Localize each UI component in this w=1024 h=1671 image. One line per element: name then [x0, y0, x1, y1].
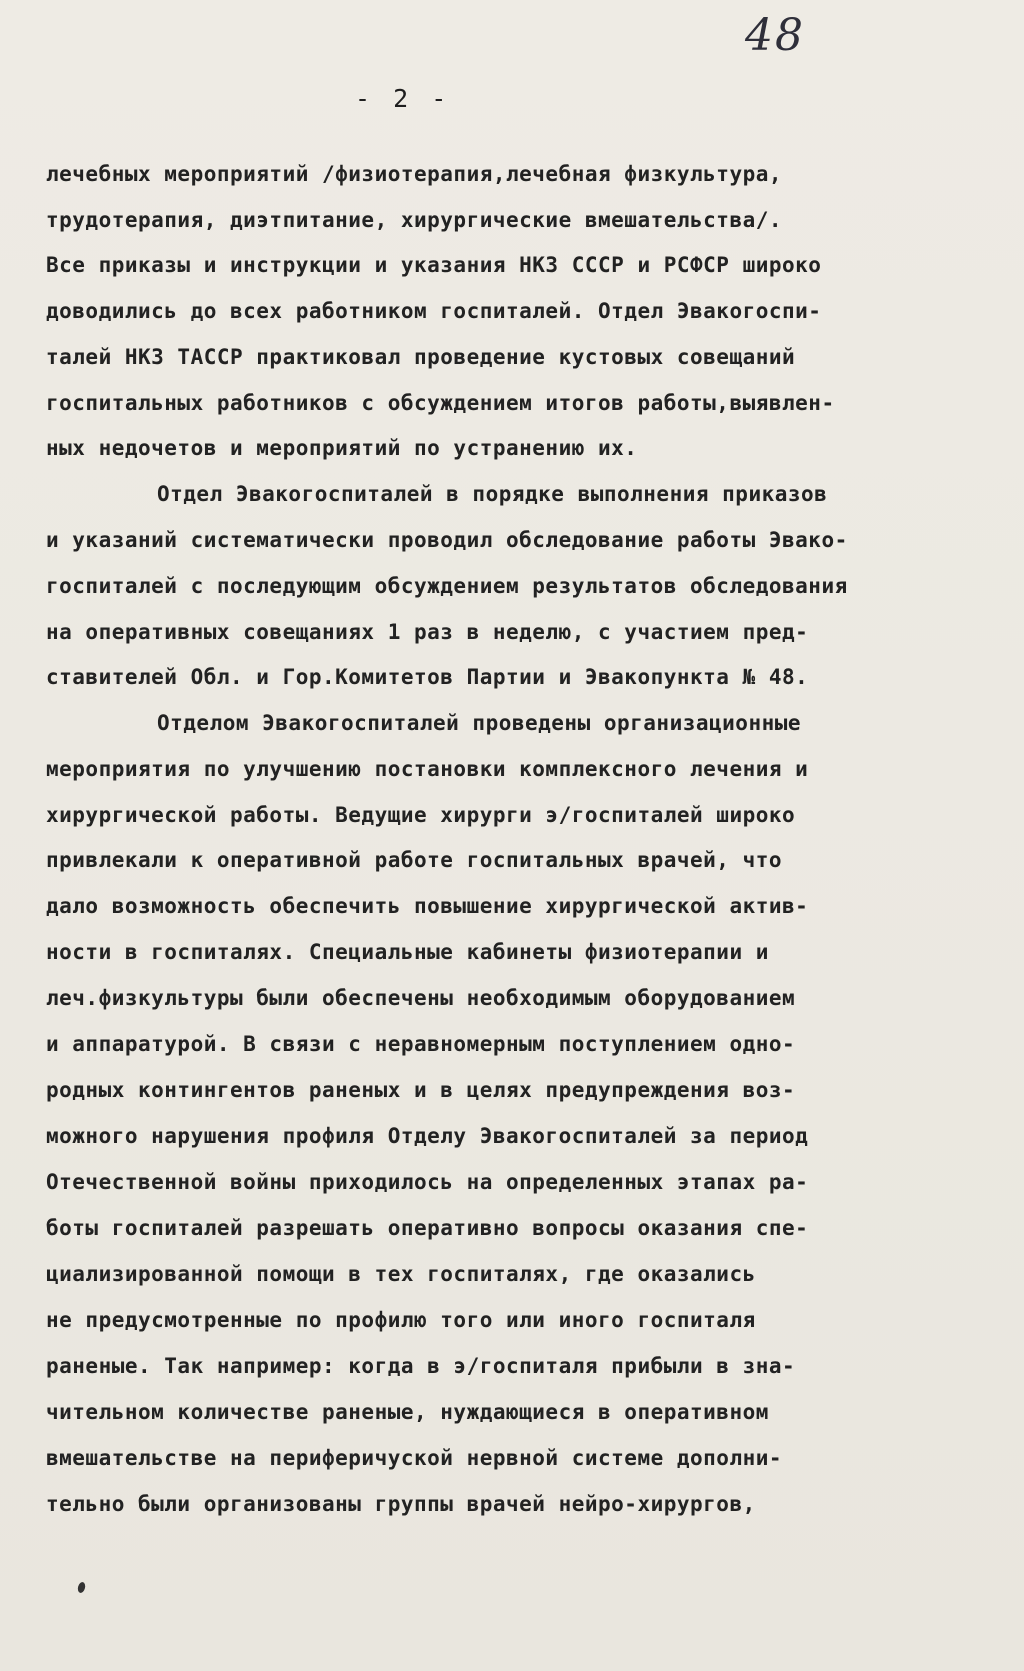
text-line: Отечественной войны приходилось на определенных этапах ра- — [46, 1170, 809, 1194]
text-line: Отдел Эвакогоспиталей в порядке выполнения приказов — [157, 482, 828, 506]
text-line: дало возможность обеспечить повышение хирургической актив- — [46, 894, 809, 918]
text-line: ставителей Обл. и Гор.Комитетов Партии и Эвакопункта № 48. — [46, 665, 809, 689]
ink-mark — [77, 1581, 87, 1593]
text-line: можного нарушения профиля Отделу Эвакогоспиталей за период — [46, 1124, 809, 1148]
text-line: хирургической работы. Ведущие хирурги э/госпиталей широко — [46, 803, 796, 827]
text-line: раненые. Так например: когда в э/госпиталя прибыли в зна- — [46, 1354, 796, 1378]
text-line: вмешательстве на периферичуской нервной системе дополни- — [46, 1446, 783, 1470]
text-line: родных контингентов раненых и в целях предупреждения воз- — [46, 1078, 796, 1102]
text-line: ных недочетов и мероприятий по устранению их. — [46, 436, 638, 460]
page-number: - 2 - — [355, 84, 451, 113]
text-line: леч.физкультуры были обеспечены необходимым оборудованием — [46, 986, 796, 1010]
text-line: циализированной помощи в тех госпиталях, где оказались — [46, 1262, 756, 1286]
text-line: привлекали к оперативной работе госпитальных врачей, что — [46, 848, 783, 872]
text-line: чительном количестве раненые, нуждающиеся в оперативном — [46, 1400, 769, 1424]
text-line: тельно были организованы группы врачей нейро-хирургов, — [46, 1492, 756, 1516]
text-line: на оперативных совещаниях 1 раз в неделю, с участием пред- — [46, 620, 809, 644]
text-line: и указаний систематически проводил обследование работы Эвако- — [46, 528, 848, 552]
text-line: лечебных мероприятий /физиотерапия,лечебная физкультура, — [46, 162, 783, 186]
text-line: госпитальных работников с обсуждением итогов работы,выявлен- — [46, 391, 835, 415]
text-line: доводились до всех работником госпиталей. Отдел Эвакогоспи- — [46, 299, 822, 323]
text-line: талей НКЗ ТАССР практиковал проведение кустовых совещаний — [46, 345, 796, 369]
text-line: Все приказы и инструкции и указания НКЗ СССР и РСФСР широко — [46, 253, 822, 277]
text-line: ности в госпиталях. Специальные кабинеты физиотерапии и — [46, 940, 769, 964]
text-line: боты госпиталей разрешать оперативно вопросы оказания спе- — [46, 1216, 809, 1240]
text-line: и аппаратурой. В связи с неравномерным поступлением одно- — [46, 1032, 796, 1056]
text-line: Отделом Эвакогоспиталей проведены организационные — [157, 711, 802, 735]
text-line: трудотерапия, диэтпитание, хирургические вмешательства/. — [46, 208, 783, 232]
text-line: мероприятия по улучшению постановки комплексного лечения и — [46, 757, 809, 781]
handwritten-page-annotation: 48 — [745, 10, 805, 61]
text-line: не предусмотренные по профилю того или иного госпиталя — [46, 1308, 756, 1332]
text-line: госпиталей с последующим обсуждением результатов обследования — [46, 574, 848, 598]
